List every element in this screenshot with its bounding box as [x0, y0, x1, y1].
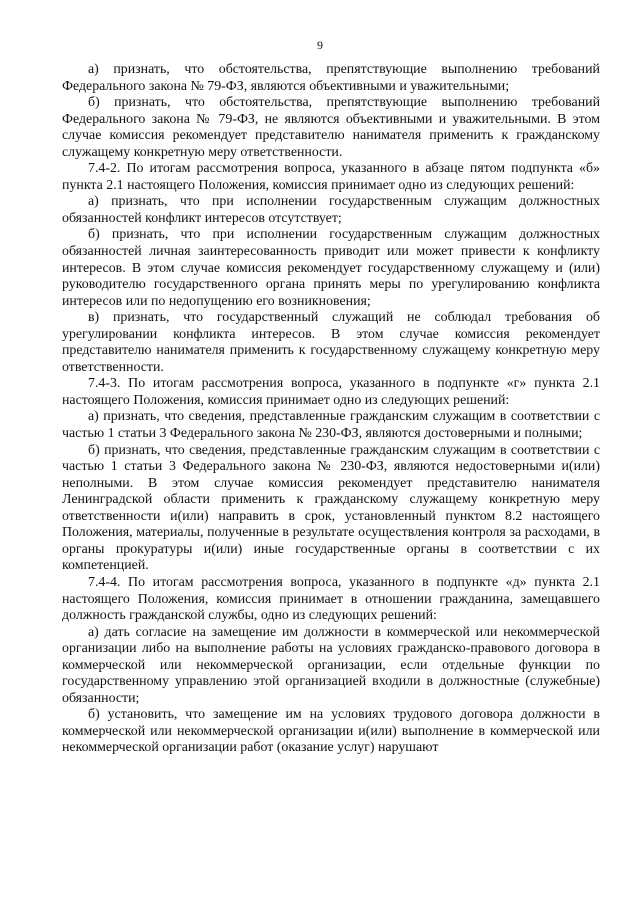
document-body — [62, 62, 600, 757]
paragraph-a-consent: а) дать согласие на замещение им должности в коммерческой или некоммерческой организации либо на выполнение работы на условиях гражданско-правового договора в коммерческой или некоммерческой организации, если отдельные функции по государственному управлению этой организацией входили в должностные (служебные) обязанности; — [62, 624, 600, 706]
paragraph-7-4-2: 7.4-2. По итогам рассмотрения вопроса, указанного в абзаце пятом подпункта «б» пункта 2.1 настоящего Положения, комиссия принимает одно из следующих решений: — [62, 161, 600, 193]
paragraph-b-establish: б) установить, что замещение им на условиях трудового договора должности в коммерческой или некоммерческой организации и(или) выполнение в коммерческой или некоммерческой организации работ (оказание услуг) нарушают — [62, 707, 600, 756]
page-number: 9 — [317, 38, 323, 52]
paragraph-7-4-4: 7.4-4. По итогам рассмотрения вопроса, указанного в подпункте «д» пункта 2.1 настоящего Положения, комиссия принимает в отношении гражданина, замещавшего должность гражданской службы, одно из следующих решений: — [62, 574, 600, 624]
paragraph-b-conflict-possible: б) признать, что при исполнении государственным служащим должностных обязанностей личная заинтересованность приводит или может привести к конфликту интересов. В этом случае комиссия рекомендует государственному служащему и (или) руководителю государственного органа принять меры по урегулированию конфликта интересов или по недопущению его возникновения; — [62, 227, 600, 309]
paragraph-a-reliable: а) признать, что сведения, представленные гражданским служащим в соответствии с частью 1 статьи 3 Федерального закона № 230-ФЗ, являются достоверными и полными; — [62, 409, 600, 442]
paragraph-b-not-objective: б) признать, что обстоятельства, препятствующие выполнению требований Федерального закона № 79-ФЗ, не являются объективными и уважительными. В этом случае комиссия рекомендует представителю нанимателя применить к гражданскому служащему конкретную меру ответственности. — [62, 95, 600, 160]
paragraph-a-no-conflict: а) признать, что при исполнении государственным служащим должностных обязанностей конфликт интересов отсутствует; — [62, 194, 600, 226]
paragraph-b-unreliable: б) признать, что сведения, представленные гражданским служащим в соответствии с частью 1 статьи 3 Федерального закона № 230-ФЗ, являются недостоверными и(или) неполными. В этом случае комиссия рекомендует представителю нанимателя Ленинградской области применить к гражданскому служащему конкретную меру ответственности и(или) направить в срок, установленный пунктом 8.2 настоящего Положения, материалы, полученные в результате осуществления контроля за расходами, в органы прокуратуры и(или) иные государственные органы в соответствии с их компетенцией. — [62, 442, 600, 574]
paragraph-a-objective: а) признать, что обстоятельства, препятствующие выполнению требований Федерального закона № 79-ФЗ, являются объективными и уважительными; — [62, 62, 600, 94]
paragraph-7-4-3: 7.4-3. По итогам рассмотрения вопроса, указанного в подпункте «г» пункта 2.1 настоящего Положения, комиссия принимает одно из следующих решений: — [62, 376, 600, 408]
paragraph-v-not-complied: в) признать, что государственный служащий не соблюдал требования об урегулировании конфликта интересов. В этом случае комиссия рекомендует представителю нанимателя применить к государственному служащему конкретную меру ответственности. — [62, 310, 600, 375]
